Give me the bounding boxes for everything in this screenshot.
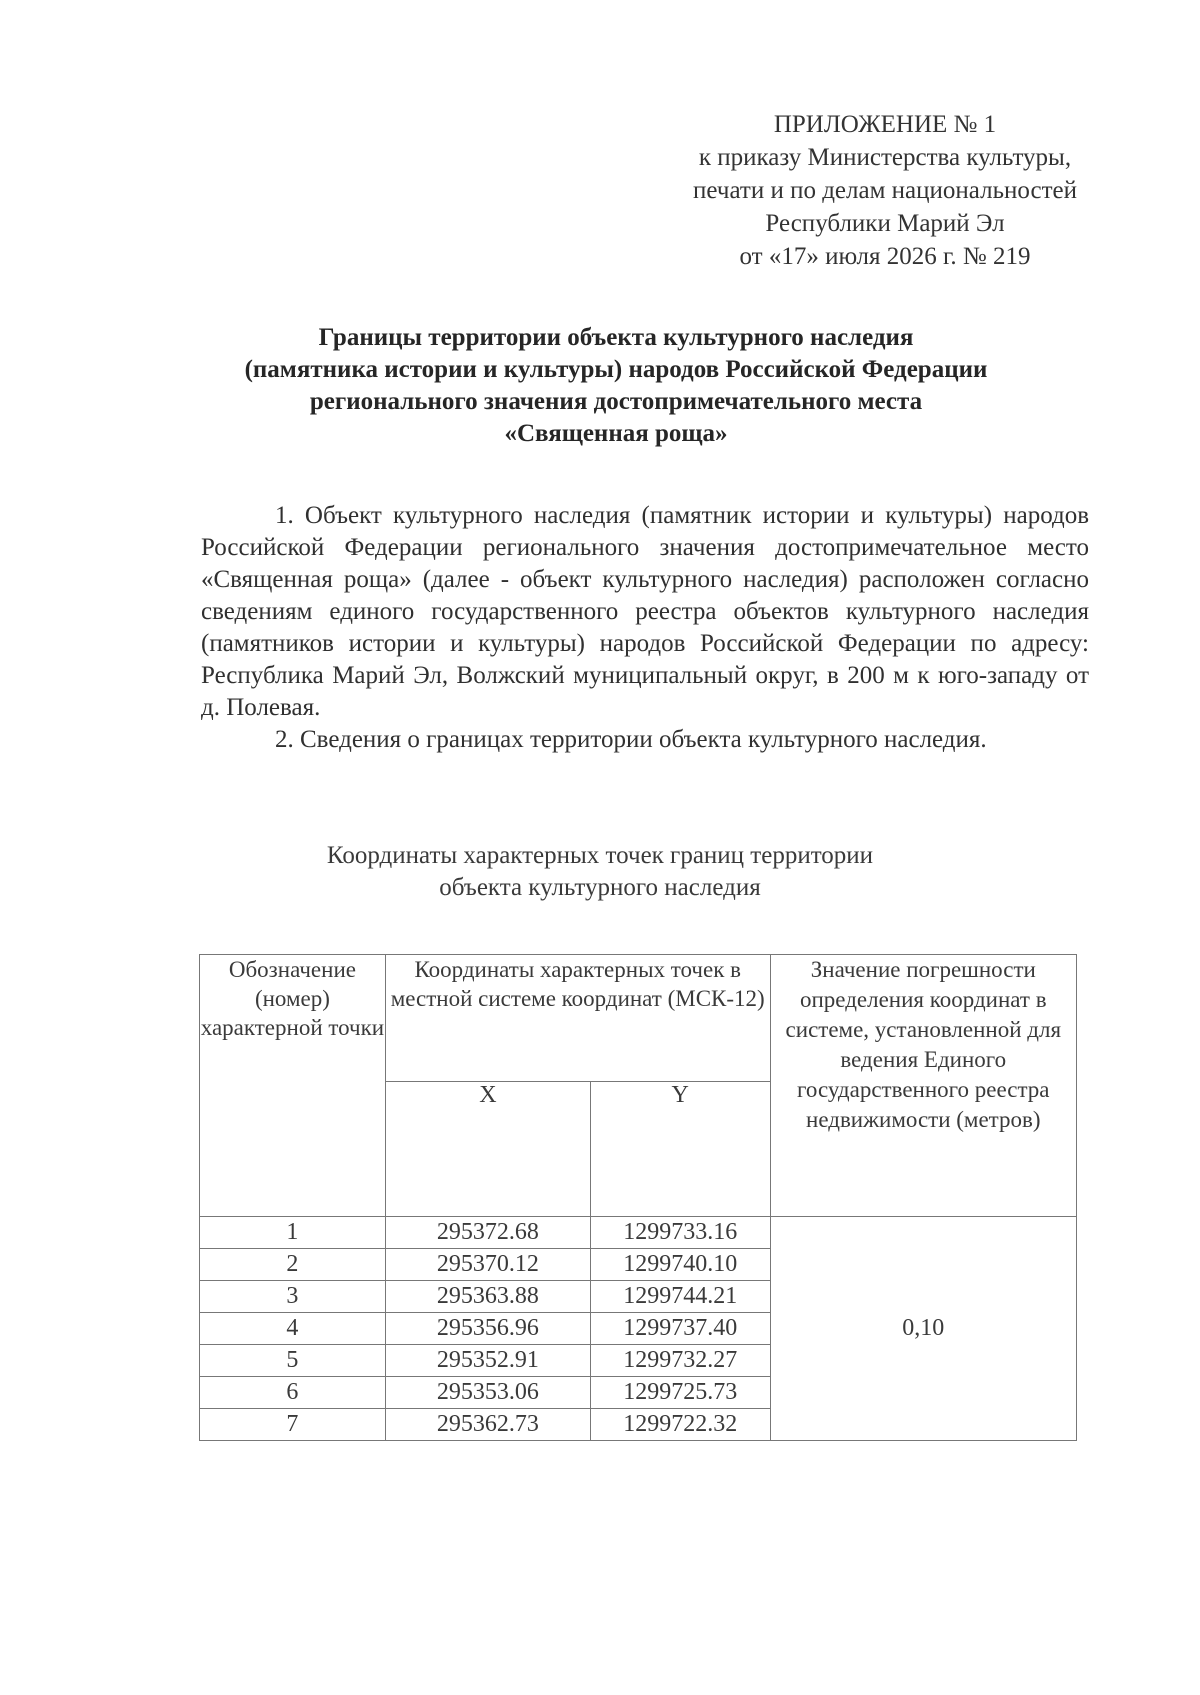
coordinate-x: 295356.96: [385, 1313, 590, 1345]
approval-line-5: от «17» июля 2026 г. № 219: [739, 243, 1031, 270]
point-number: 7: [200, 1409, 386, 1441]
header-accuracy: Значение погрешности определения координат в системе, установленной для ведения Единого государственного реестра недвижимости (метров): [770, 955, 1076, 1217]
coordinate-x: 295352.91: [385, 1345, 590, 1377]
header-y: Y: [590, 1082, 770, 1217]
coordinate-x: 295370.12: [385, 1249, 590, 1281]
accuracy-value: 0,10: [770, 1217, 1076, 1441]
coordinate-y: 1299722.32: [590, 1409, 770, 1441]
header-coordinates: Координаты характерных точек в местной системе координат (МСК-12): [385, 955, 770, 1082]
coordinates-table: [199, 954, 1077, 1441]
point-number: 5: [200, 1345, 386, 1377]
coordinate-x: 295363.88: [385, 1281, 590, 1313]
header-x: X: [385, 1082, 590, 1217]
approval-line-3: печати и по делам национальностей: [693, 177, 1077, 204]
coordinate-x: 295372.68: [385, 1217, 590, 1249]
coordinate-y: 1299725.73: [590, 1377, 770, 1409]
table-caption-line-2: объекта культурного наследия: [439, 874, 761, 901]
title-line-1: Границы территории объекта культурного наследия: [318, 324, 914, 351]
table-row: [200, 1217, 1077, 1249]
paragraph-2: 2. Сведения о границах территории объекта культурного наследия.: [275, 726, 987, 753]
point-number: 4: [200, 1313, 386, 1345]
header-point-number: Обозначение (номер) характерной точки: [200, 955, 386, 1217]
point-number: 2: [200, 1249, 386, 1281]
coordinate-y: 1299733.16: [590, 1217, 770, 1249]
approval-line-2: к приказу Министерства культуры,: [698, 144, 1072, 171]
coordinate-x: 295353.06: [385, 1377, 590, 1409]
approval-line-1: ПРИЛОЖЕНИЕ № 1: [773, 111, 997, 138]
coordinate-x: 295362.73: [385, 1409, 590, 1441]
body-text: [201, 500, 1089, 756]
document-title: [160, 322, 1072, 450]
coordinate-y: 1299732.27: [590, 1345, 770, 1377]
title-line-4: «Священная роща»: [504, 420, 728, 447]
table-header-row: [200, 955, 1077, 1082]
point-number: 1: [200, 1217, 386, 1249]
paragraph-1: 1. Объект культурного наследия (памятник истории и культуры) народов Российской Федерации регионального значения достопримечательное место «Священная роща» (далее - объект культурного наследия) расположен согласно сведениям единого государственного реестра объектов культурного наследия (памятников истории и культуры) народов Российской Федерации по адресу: Республика Марий Эл, Волжский муниципальный округ, в 200 м к юго-западу от д. Полевая.: [201, 502, 1089, 721]
coordinate-y: 1299737.40: [590, 1313, 770, 1345]
table-caption: [240, 840, 960, 904]
title-line-3: регионального значения достопримечательного места: [309, 388, 923, 415]
coordinate-y: 1299744.21: [590, 1281, 770, 1313]
title-line-2: (памятника истории и культуры) народов Российской Федерации: [244, 356, 988, 383]
point-number: 6: [200, 1377, 386, 1409]
approval-line-4: Республики Марий Эл: [765, 210, 1005, 237]
coordinate-y: 1299740.10: [590, 1249, 770, 1281]
approval-block: [640, 108, 1130, 273]
table-caption-line-1: Координаты характерных точек границ территории: [326, 842, 874, 869]
point-number: 3: [200, 1281, 386, 1313]
